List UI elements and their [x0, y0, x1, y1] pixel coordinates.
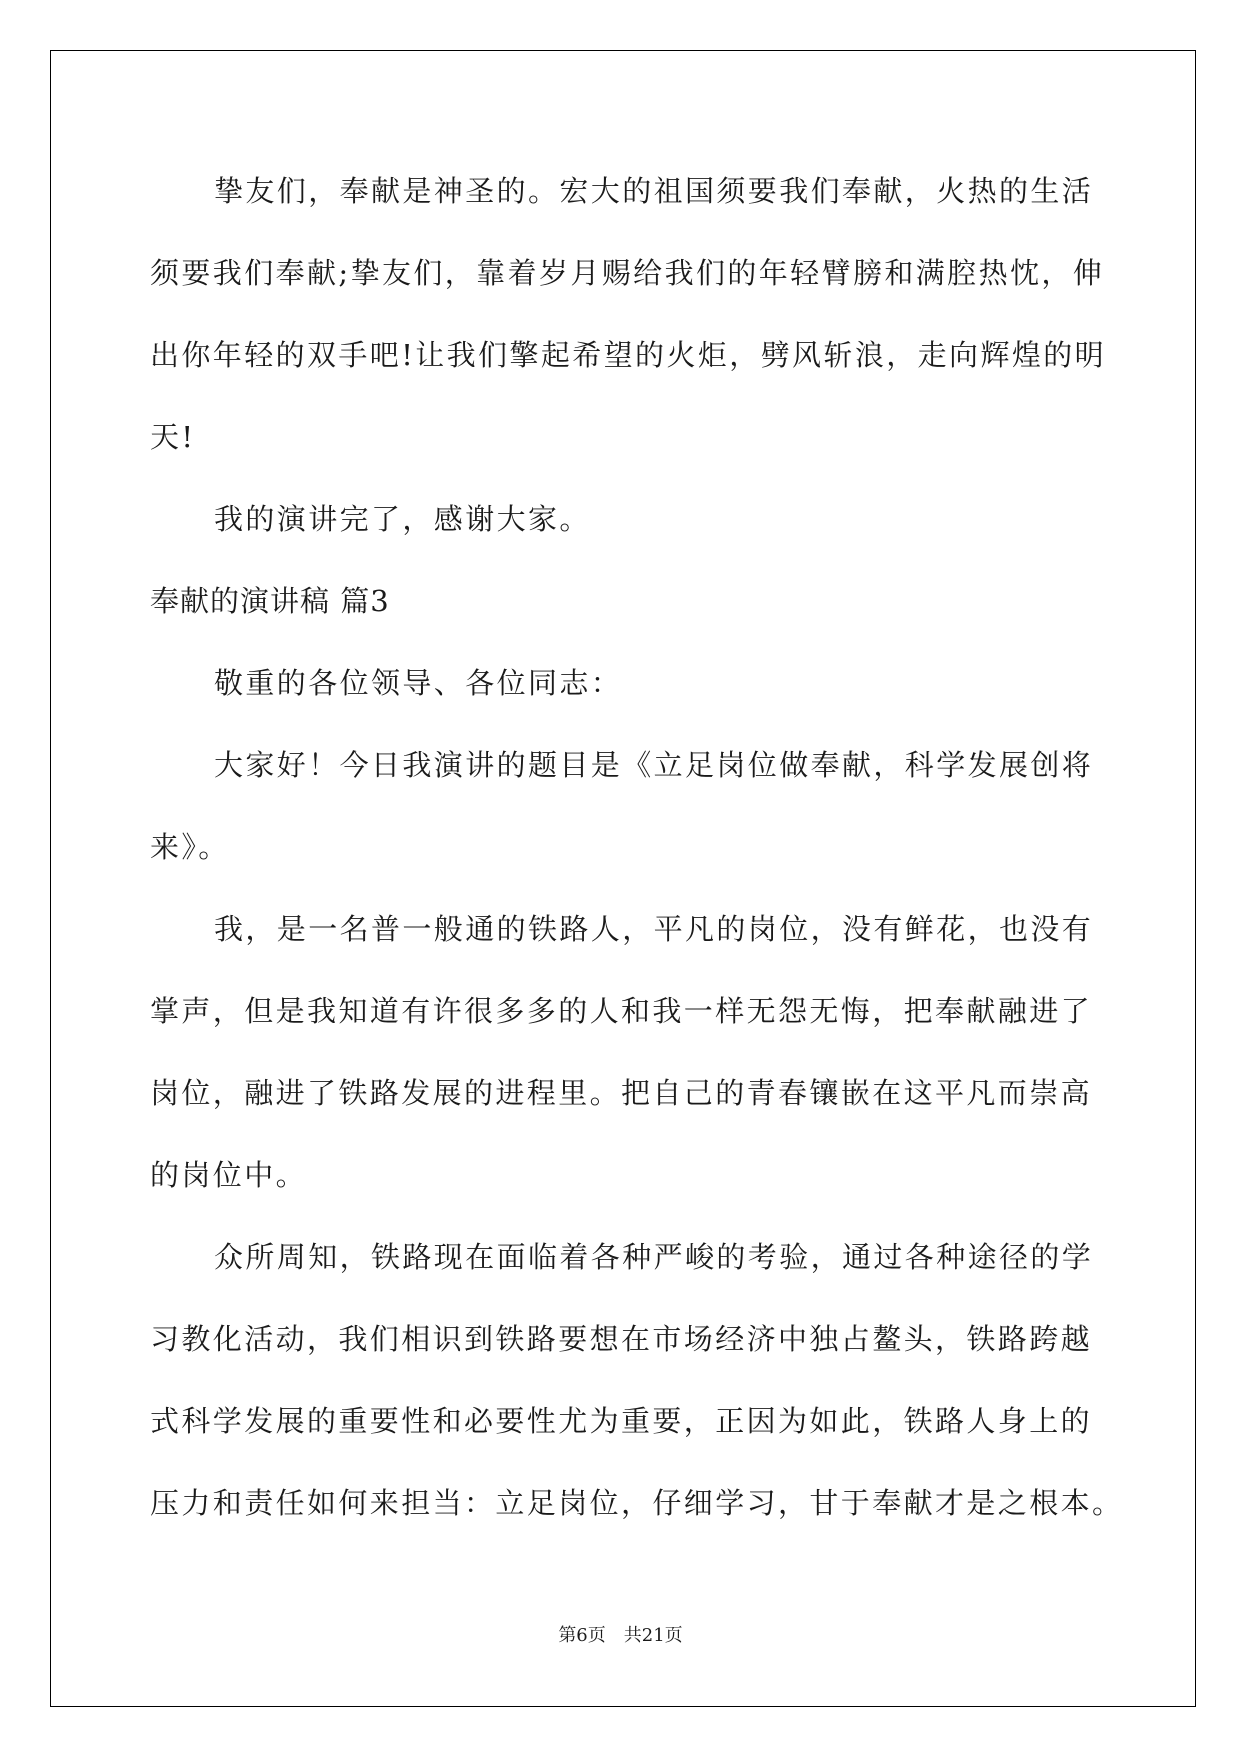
body-text-line: 我，是一名普一般通的铁路人，平凡的岗位，没有鲜花，也没有 [214, 912, 1094, 946]
body-text-line: 岗位，融进了铁路发展的进程里。把自己的青春镶嵌在这平凡而崇高 [150, 1076, 1093, 1110]
body-text-line: 众所周知，铁路现在面临着各种严峻的考验，通过各种途径的学 [214, 1240, 1094, 1274]
body-text-line: 压力和责任如何来担当：立足岗位，仔细学习，甘于奉献才是之根本。 [150, 1486, 1124, 1520]
body-text-line: 掌声，但是我知道有许很多多的人和我一样无怨无悔，把奉献融进了 [150, 994, 1093, 1028]
section-heading: 奉献的演讲稿 篇3 [150, 584, 390, 618]
body-text-line: 须要我们奉献;挚友们，靠着岁月赐给我们的年轻臂膀和满腔热忱，伸 [150, 256, 1105, 290]
body-text-line: 出你年轻的双手吧!让我们擎起希望的火炬，劈风斩浪，走向辉煌的明 [150, 338, 1107, 372]
page-number-footer: 第6页 共21页 [558, 1625, 683, 1646]
body-text-line: 的岗位中。 [150, 1158, 308, 1192]
body-text-line: 习教化活动，我们相识到铁路要想在市场经济中独占鳌头，铁路跨越 [150, 1322, 1093, 1356]
body-text-line: 式科学发展的重要性和必要性尤为重要，正因为如此，铁路人身上的 [150, 1404, 1093, 1438]
body-text-line: 大家好！今日我演讲的题目是《立足岗位做奉献，科学发展创将 [214, 748, 1094, 782]
body-text-line: 来》。 [150, 830, 230, 864]
body-text-line: 敬重的各位领导、各位同志： [214, 666, 623, 700]
body-text-line: 天! [150, 420, 196, 454]
page-border [50, 50, 1196, 1707]
body-text-line: 挚友们，奉献是神圣的。宏大的祖国须要我们奉献，火热的生活 [214, 174, 1094, 208]
body-text-line: 我的演讲完了，感谢大家。 [214, 502, 591, 536]
